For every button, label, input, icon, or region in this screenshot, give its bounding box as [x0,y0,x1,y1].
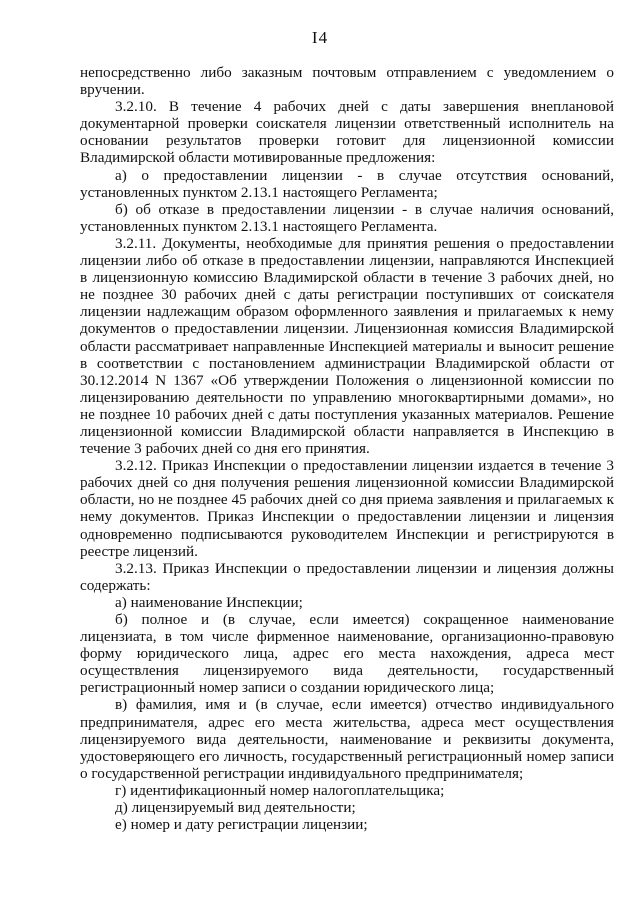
paragraph-3-2-12: 3.2.12. Приказ Инспекции о предоставлении лицензии издается в течение 3 рабочих дней со дня получения решения лицензионной комиссии Владимирской области, но не позднее 45 рабочих дней со дня приема заявления и прилагаемых к нему документов. Приказ Инспекции о предоставлении лицензии и лицензия одновременно подписываются руководителем Инспекции и регистрируются в реестре лицензий. [80,457,614,560]
item-3-2-13-b: б) полное и (в случае, если имеется) сокращенное наименование лицензиата, в том числе фирменное наименование, организационно-правовую форму юридического лица, адрес его места нахождения, адреса мест осуществления лицензируемого вида деятельности, государственный регистрационный номер записи о создании юридического лица; [80,611,614,697]
paragraph-3-2-10: 3.2.10. В течение 4 рабочих дней с даты завершения внеплановой документарной проверки соискателя лицензии ответственный исполнитель на основании результатов проверки готовит для лицензионной комиссии Владимирской области мотивированные предложения: [80,98,614,167]
item-3-2-13-a: а) наименование Инспекции; [115,593,303,611]
paragraph-continuation: непосредственно либо заказным почтовым отправлением с уведомлением о вручении. [80,64,614,99]
item-3-2-13-e: е) номер и дату регистрации лицензии; [115,816,368,834]
item-3-2-13-v: в) фамилия, имя и (в случае, если имеется) отчество индивидуального предпринимателя, адрес его места жительства, адреса мест осуществления лицензируемого вида деятельности, наименование и реквизиты документа, удостоверяющего его личность, государственный регистрационный номер записи о государственной регистрации индивидуального предпринимателя; [80,696,614,782]
item-3-2-10-b: б) об отказе в предоставлении лицензии - в случае наличия оснований, установленных пунктом 2.13.1 настоящего Регламента. [80,200,614,235]
paragraph-3-2-13: 3.2.13. Приказ Инспекции о предоставлении лицензии и лицензия должны содержать: [80,559,614,594]
item-3-2-13-g: г) идентификационный номер налогоплательщика; [115,781,445,799]
item-3-2-10-a: а) о предоставлении лицензии - в случае отсутствия оснований, установленных пунктом 2.13.1 настоящего Регламента; [80,166,614,201]
page-number: I4 [311,28,329,47]
item-3-2-13-d: д) лицензируемый вид деятельности; [115,799,356,817]
paragraph-3-2-11: 3.2.11. Документы, необходимые для принятия решения о предоставлении лицензии либо об отказе в предоставлении лицензии, направляются Инспекцией в лицензионную комиссию Владимирской области в течение 3 рабочих дней, но не позднее 30 рабочих дней с даты регистрации поступивших от соискателя лицензии надлежащим образом оформленного заявления и прилагаемых к нему документов о предоставлении лицензии. Лицензионная комиссия Владимирской области рассматривает направленные Инспекцией материалы и выносит решение в соответствии с постановлением администрации Владимирской области от 30.12.2014 N 1367 «Об утверждении Положения о лицензионной комиссии по лицензированию деятельности по управлению многоквартирными домами», но не позднее 10 рабочих дней с даты поступления указанных материалов. Решение лицензионной комиссии Владимирской области направляется в Инспекцию в течение 3 рабочих дней со дня его принятия. [80,234,614,458]
document-body [80,64,614,833]
